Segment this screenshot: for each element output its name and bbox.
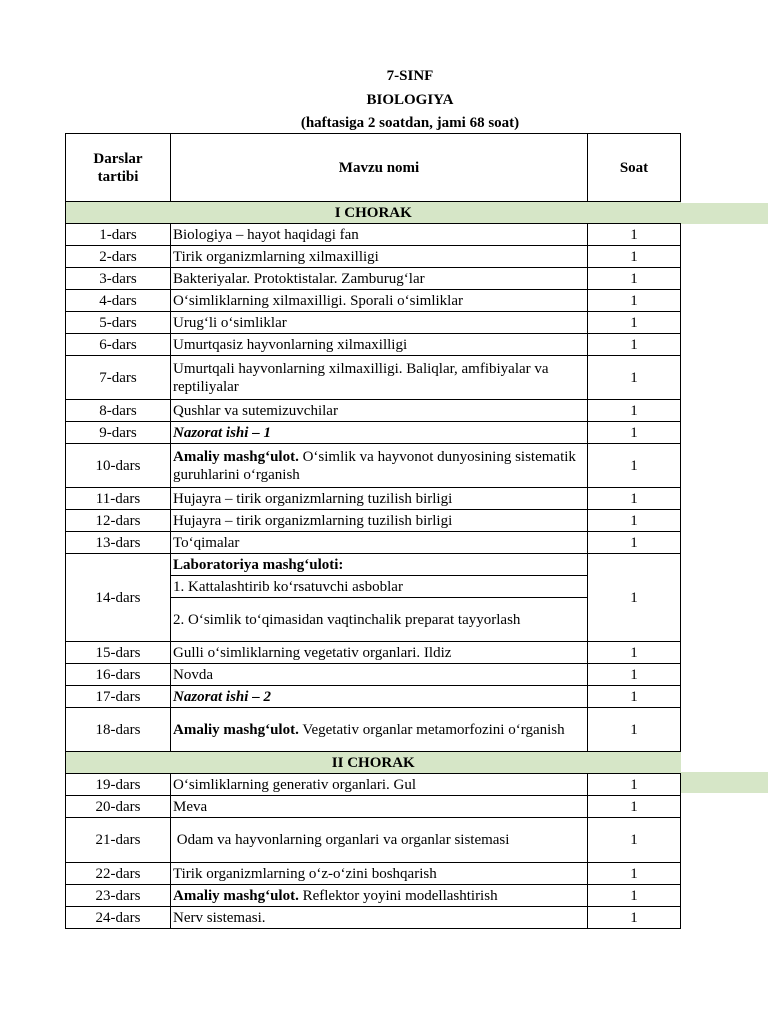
lesson-topic-test: Nazorat ishi – 1 bbox=[171, 422, 588, 444]
table-row bbox=[66, 863, 681, 885]
table-row bbox=[66, 290, 681, 312]
table-row bbox=[66, 708, 681, 752]
lesson-hours: 1 bbox=[588, 554, 681, 642]
lesson-number: 23-dars bbox=[66, 885, 171, 907]
lesson-topic: Tirik organizmlarning o‘z-o‘zini boshqarish bbox=[171, 863, 588, 885]
lesson-number: 20-dars bbox=[66, 796, 171, 818]
lesson-topic: Gulli o‘simliklarning vegetativ organlari. Ildiz bbox=[171, 642, 588, 664]
subject-title: BIOLOGIYA bbox=[366, 92, 454, 108]
table-row bbox=[66, 642, 681, 664]
lesson-number: 7-dars bbox=[66, 356, 171, 400]
lesson-topic bbox=[171, 444, 588, 488]
lesson-topic: O‘simliklarning xilmaxilligi. Sporali o‘simliklar bbox=[171, 290, 588, 312]
lesson-topic: Urug‘li o‘simliklar bbox=[171, 312, 588, 334]
lesson-hours: 1 bbox=[588, 664, 681, 686]
lesson-hours: 1 bbox=[588, 444, 681, 488]
lesson-number: 12-dars bbox=[66, 510, 171, 532]
lesson-number: 24-dars bbox=[66, 907, 171, 929]
lesson-hours: 1 bbox=[588, 642, 681, 664]
practical-label: Amaliy mashg‘ulot. bbox=[173, 721, 299, 738]
lesson-number: 4-dars bbox=[66, 290, 171, 312]
lesson-number: 14-dars bbox=[66, 554, 171, 642]
table-row bbox=[66, 774, 681, 796]
lab-label: Laboratoriya mashg‘uloti: bbox=[171, 554, 588, 576]
col-header-topic: Mavzu nomi bbox=[171, 134, 588, 202]
lab-item: 1. Kattalashtirib ko‘rsatuvchi asboblar bbox=[171, 576, 588, 598]
lesson-topic: Qushlar va sutemizuvchilar bbox=[171, 400, 588, 422]
lesson-topic: To‘qimalar bbox=[171, 532, 588, 554]
lesson-hours: 1 bbox=[588, 907, 681, 929]
table-row bbox=[66, 796, 681, 818]
lesson-hours: 1 bbox=[588, 818, 681, 863]
table-row bbox=[66, 312, 681, 334]
lesson-hours: 1 bbox=[588, 796, 681, 818]
lesson-hours: 1 bbox=[588, 708, 681, 752]
table-row bbox=[66, 224, 681, 246]
lesson-topic: Novda bbox=[171, 664, 588, 686]
lesson-number: 1-dars bbox=[66, 224, 171, 246]
lesson-topic: O‘simliklarning generativ organlari. Gul bbox=[171, 774, 588, 796]
section-row-2 bbox=[66, 752, 681, 774]
table-row bbox=[66, 400, 681, 422]
lesson-topic-test: Nazorat ishi – 2 bbox=[171, 686, 588, 708]
lesson-topic: Bakteriyalar. Protoktistalar. Zamburug‘lar bbox=[171, 268, 588, 290]
lesson-hours: 1 bbox=[588, 268, 681, 290]
lesson-hours: 1 bbox=[588, 334, 681, 356]
lesson-number: 19-dars bbox=[66, 774, 171, 796]
lesson-number: 2-dars bbox=[66, 246, 171, 268]
lesson-number: 16-dars bbox=[66, 664, 171, 686]
practical-label: Amaliy mashg‘ulot. bbox=[173, 887, 299, 904]
section-band-extension bbox=[680, 772, 768, 793]
table-row bbox=[66, 885, 681, 907]
table-row bbox=[66, 422, 681, 444]
section-row-1 bbox=[66, 202, 681, 224]
lesson-hours: 1 bbox=[588, 510, 681, 532]
lesson-number: 13-dars bbox=[66, 532, 171, 554]
lesson-number: 8-dars bbox=[66, 400, 171, 422]
curriculum-table bbox=[65, 133, 681, 929]
lesson-topic bbox=[171, 708, 588, 752]
table-row bbox=[66, 818, 681, 863]
table-row bbox=[66, 444, 681, 488]
lesson-number: 3-dars bbox=[66, 268, 171, 290]
lesson-topic-text: Reflektor yoyini modellashtirish bbox=[298, 887, 498, 904]
lesson-topic: Odam va hayvonlarning organlari va organlar sistemasi bbox=[171, 818, 588, 863]
table-row bbox=[66, 246, 681, 268]
lesson-number: 6-dars bbox=[66, 334, 171, 356]
section-label: II CHORAK bbox=[66, 752, 681, 774]
lesson-hours: 1 bbox=[588, 532, 681, 554]
lesson-number: 21-dars bbox=[66, 818, 171, 863]
lesson-topic bbox=[171, 885, 588, 907]
table-header-row bbox=[66, 134, 681, 202]
col-header-order: Darslar tartibi bbox=[66, 134, 171, 202]
lesson-topic-text: Vegetativ organlar metamorfozini o‘rganish bbox=[298, 721, 565, 738]
lesson-number: 5-dars bbox=[66, 312, 171, 334]
lesson-hours: 1 bbox=[588, 488, 681, 510]
lesson-hours: 1 bbox=[588, 312, 681, 334]
lesson-number: 17-dars bbox=[66, 686, 171, 708]
lesson-hours: 1 bbox=[588, 863, 681, 885]
lesson-topic: Nerv sistemasi. bbox=[171, 907, 588, 929]
lesson-topic: Tirik organizmlarning xilmaxilligi bbox=[171, 246, 588, 268]
table-row bbox=[66, 510, 681, 532]
table-row bbox=[66, 907, 681, 929]
section-band-extension bbox=[680, 203, 768, 224]
table-row bbox=[66, 554, 681, 576]
lesson-topic: Umurtqasiz hayvonlarning xilmaxilligi bbox=[171, 334, 588, 356]
col-header-hours: Soat bbox=[588, 134, 681, 202]
lesson-topic: Hujayra – tirik organizmlarning tuzilish birligi bbox=[171, 488, 588, 510]
lesson-topic: Hujayra – tirik organizmlarning tuzilish birligi bbox=[171, 510, 588, 532]
table-row bbox=[66, 268, 681, 290]
lesson-number: 10-dars bbox=[66, 444, 171, 488]
lesson-topic: Biologiya – hayot haqidagi fan bbox=[171, 224, 588, 246]
grade-title: 7-SINF bbox=[386, 68, 434, 84]
lesson-hours: 1 bbox=[588, 290, 681, 312]
section-label: I CHORAK bbox=[66, 202, 681, 224]
lesson-topic: Umurtqali hayvonlarning xilmaxilligi. Baliqlar, amfibiyalar va reptiliyalar bbox=[171, 356, 588, 400]
lesson-number: 18-dars bbox=[66, 708, 171, 752]
lesson-hours: 1 bbox=[588, 224, 681, 246]
lesson-hours: 1 bbox=[588, 246, 681, 268]
lesson-number: 22-dars bbox=[66, 863, 171, 885]
lab-item: 2. O‘simlik to‘qimasidan vaqtinchalik preparat tayyorlash bbox=[171, 598, 588, 642]
lesson-hours: 1 bbox=[588, 400, 681, 422]
lesson-topic: Meva bbox=[171, 796, 588, 818]
table-row bbox=[66, 334, 681, 356]
table-row bbox=[66, 356, 681, 400]
lesson-number: 11-dars bbox=[66, 488, 171, 510]
table-row bbox=[66, 686, 681, 708]
lesson-hours: 1 bbox=[588, 686, 681, 708]
lesson-topic-text: O‘simlik va hayvonot dunyosining sistematik guruhlarini o‘rganish bbox=[173, 448, 576, 483]
lesson-hours: 1 bbox=[588, 774, 681, 796]
practical-label: Amaliy mashg‘ulot. bbox=[173, 448, 299, 465]
lesson-hours: 1 bbox=[588, 422, 681, 444]
table-row bbox=[66, 532, 681, 554]
lesson-hours: 1 bbox=[588, 885, 681, 907]
lesson-number: 15-dars bbox=[66, 642, 171, 664]
hours-note: (haftasiga 2 soatdan, jami 68 soat) bbox=[300, 115, 520, 131]
table-row bbox=[66, 488, 681, 510]
lesson-hours: 1 bbox=[588, 356, 681, 400]
lesson-number: 9-dars bbox=[66, 422, 171, 444]
table-row bbox=[66, 664, 681, 686]
